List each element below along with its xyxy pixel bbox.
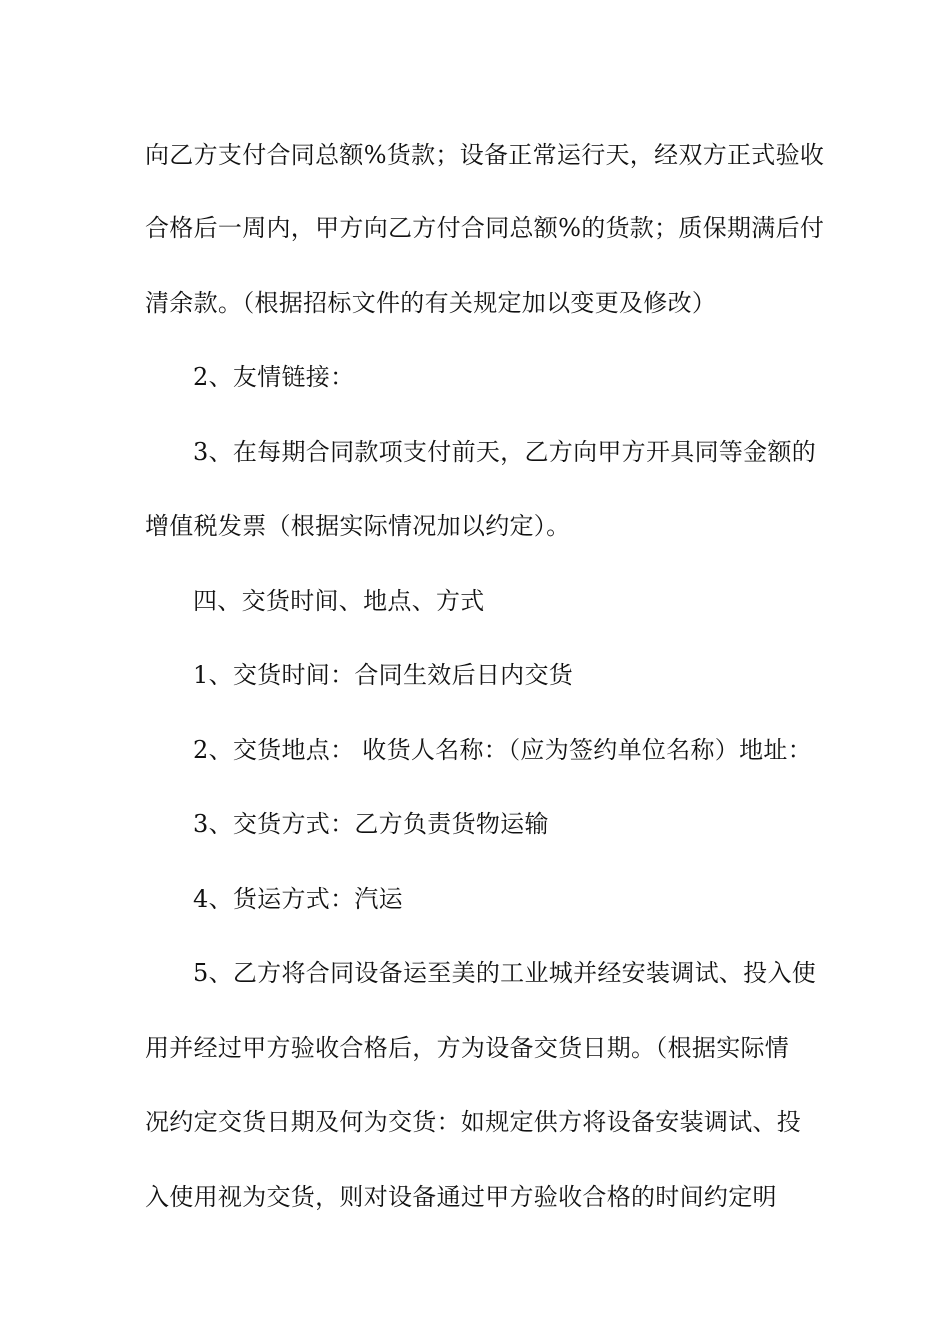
section-item-friendly-links: 2、友情链接：	[193, 363, 355, 391]
paragraph-line: 况约定交货日期及何为交货：如规定供方将设备安装调试、投	[145, 1108, 802, 1136]
list-item-delivery-place: 2、交货地点： 收货人名称：（应为签约单位名称）地址：	[193, 736, 812, 764]
list-item-delivery-method: 3、交货方式：乙方负责货物运输	[193, 810, 549, 838]
paragraph-line: 向乙方支付合同总额%货款；设备正常运行天，经双方正式验收	[145, 141, 825, 169]
paragraph-line: 用并经过甲方验收合格后，方为设备交货日期。（根据实际情	[145, 1034, 790, 1062]
paragraph-line: 3、在每期合同款项支付前天，乙方向甲方开具同等金额的	[193, 438, 817, 466]
list-item-shipping-method: 4、货运方式：汽运	[193, 885, 403, 913]
section-heading: 四、交货时间、地点、方式	[193, 587, 485, 615]
paragraph-line: 清余款。（根据招标文件的有关规定加以变更及修改）	[145, 289, 717, 317]
list-item-delivery-date: 5、乙方将合同设备运至美的工业城并经安装调试、投入使	[193, 959, 817, 987]
list-item-delivery-time: 1、交货时间：合同生效后日内交货	[193, 661, 574, 689]
paragraph-line: 增值税发票（根据实际情况加以约定）。	[145, 512, 571, 540]
paragraph-line: 入使用视为交货，则对设备通过甲方验收合格的时间约定明	[145, 1183, 777, 1211]
paragraph-line: 合格后一周内，甲方向乙方付合同总额%的货款；质保期满后付	[145, 214, 825, 242]
